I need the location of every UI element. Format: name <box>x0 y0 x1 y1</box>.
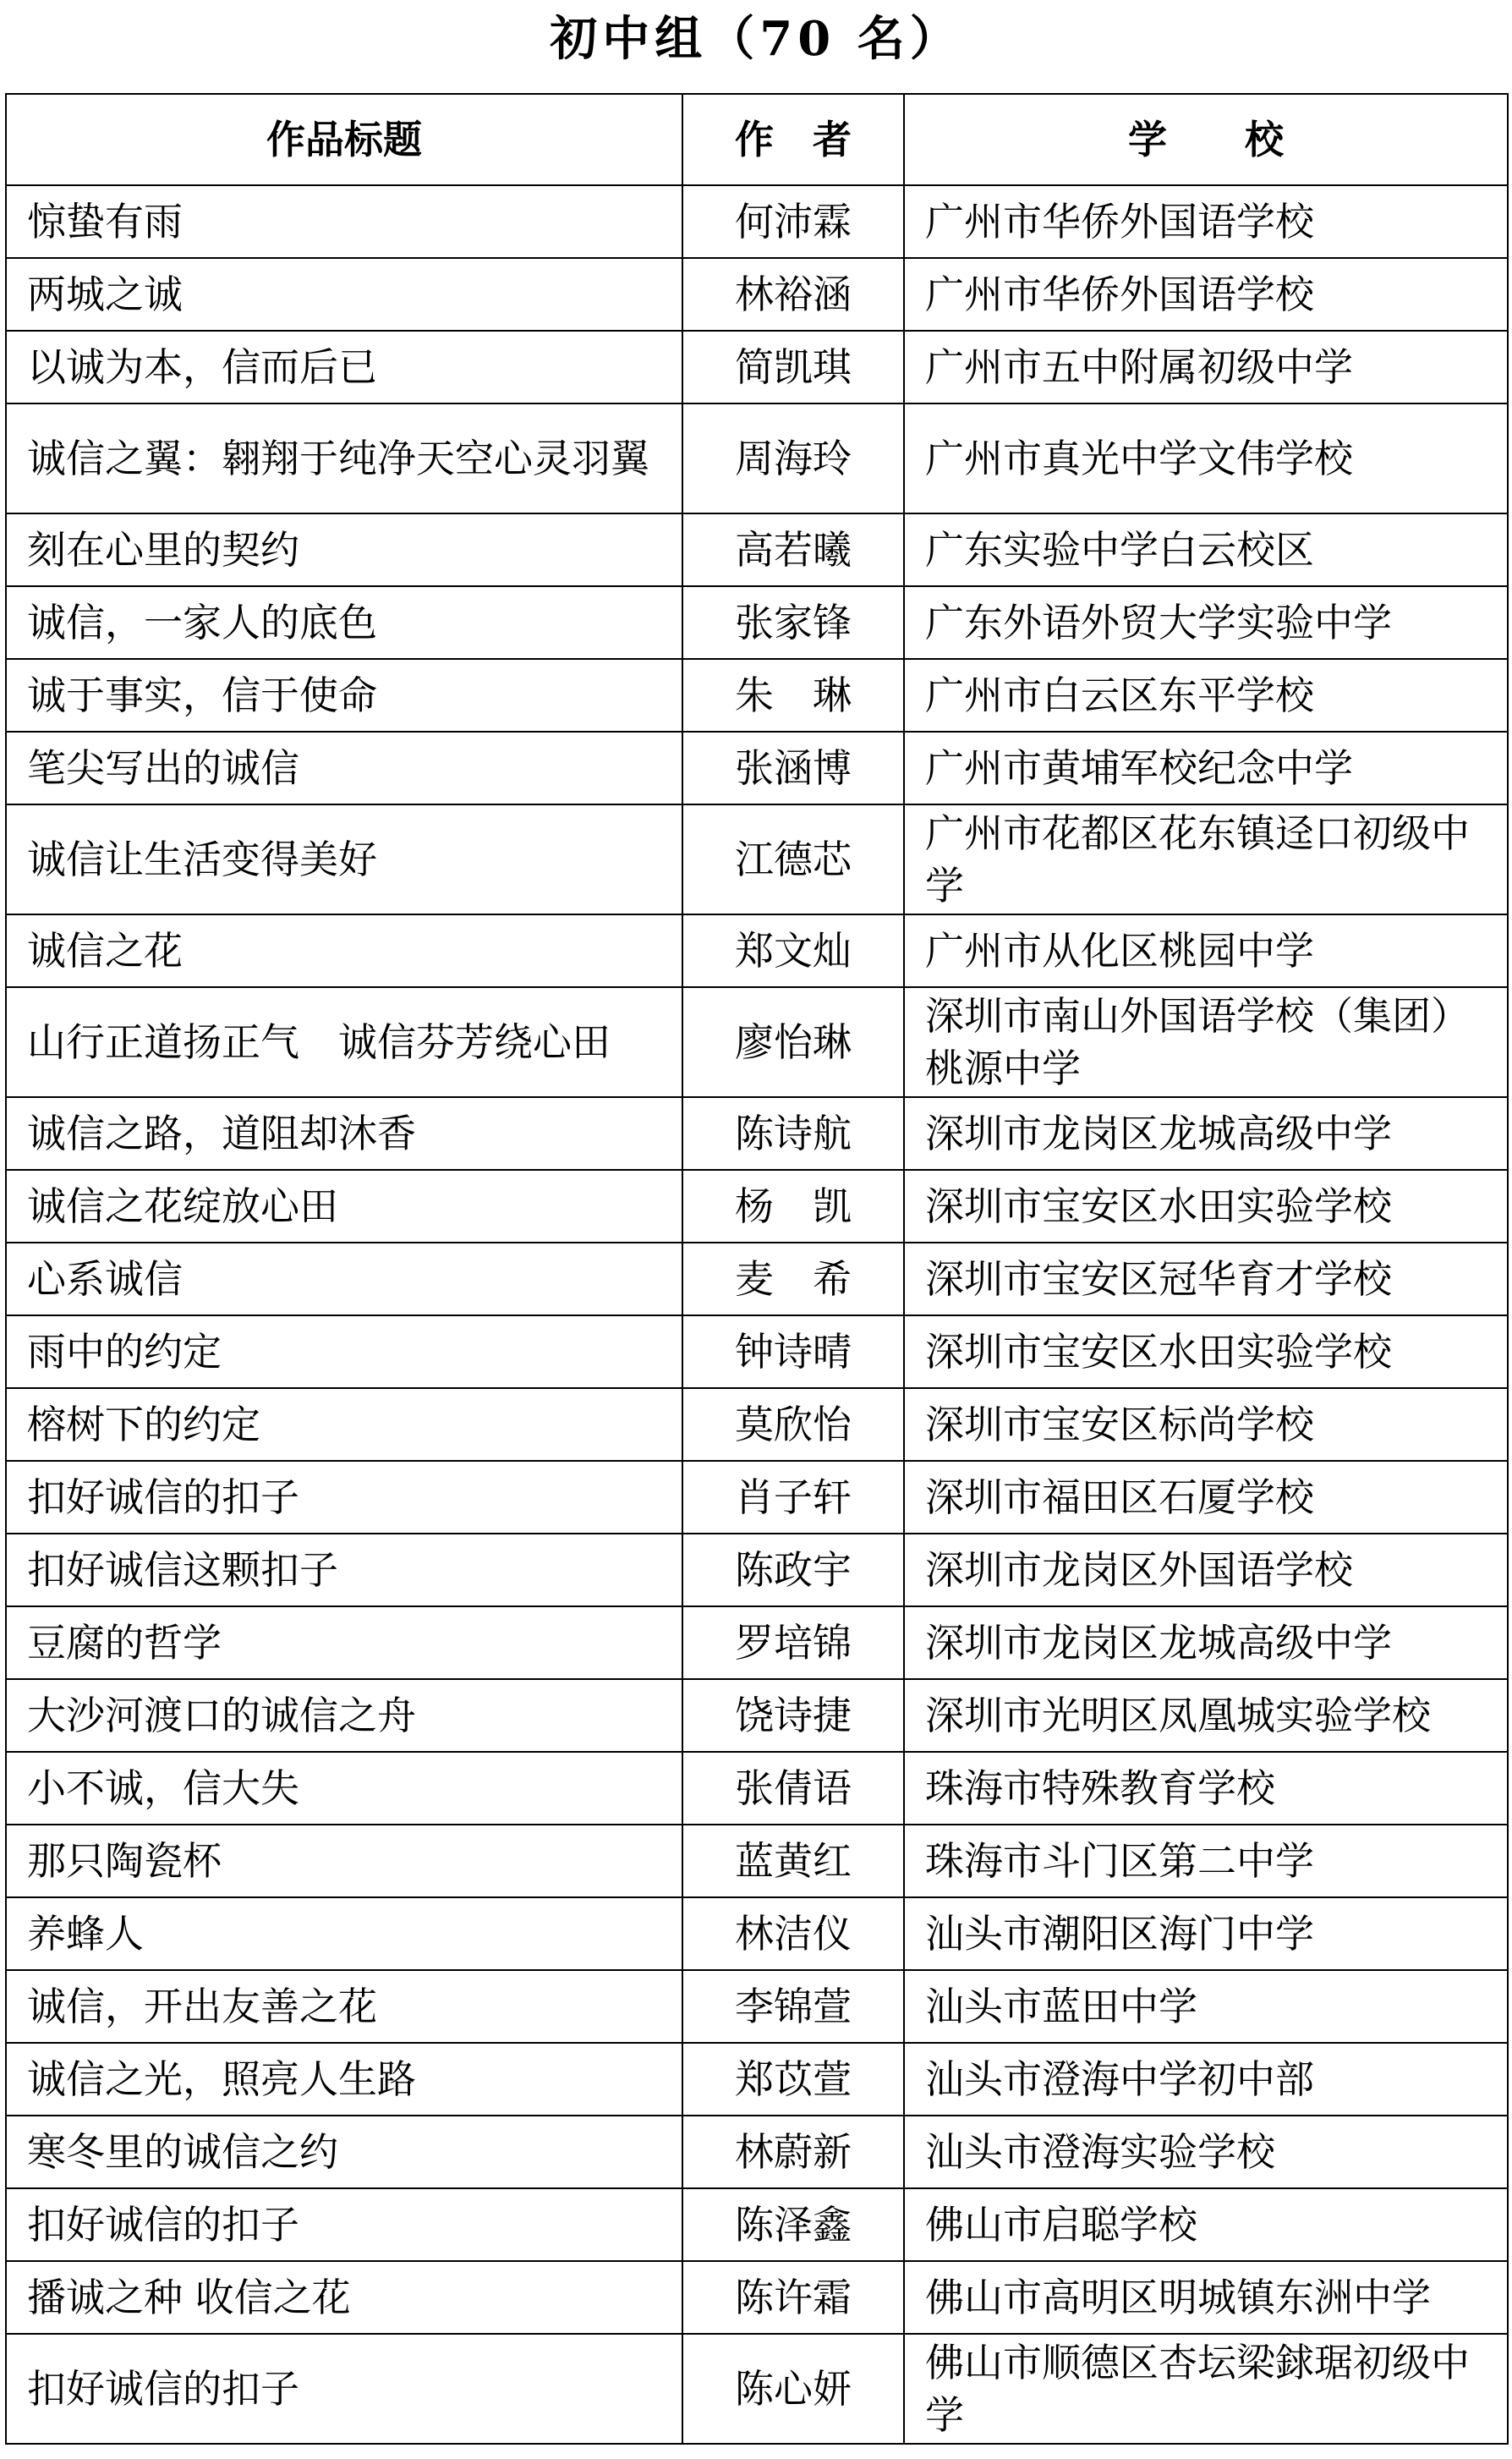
table-row <box>6 732 1508 804</box>
cell-author: 郑文灿 <box>682 914 904 987</box>
cell-school: 佛山市启聪学校 <box>904 2188 1508 2261</box>
cell-school: 深圳市宝安区水田实验学校 <box>904 1170 1508 1243</box>
cell-author: 周海玲 <box>682 403 904 513</box>
table-row <box>6 2116 1508 2188</box>
cell-school: 广东外语外贸大学实验中学 <box>904 586 1508 659</box>
cell-author: 麦 希 <box>682 1243 904 1315</box>
cell-title: 大沙河渡口的诚信之舟 <box>6 1679 682 1752</box>
table-row <box>6 1097 1508 1170</box>
table-row <box>6 1825 1508 1897</box>
cell-author: 高若曦 <box>682 513 904 586</box>
cell-school: 广州市花都区花东镇迳口初级中学 <box>904 804 1508 914</box>
cell-author: 莫欣怡 <box>682 1388 904 1461</box>
cell-author: 陈泽鑫 <box>682 2188 904 2261</box>
cell-author: 朱 琳 <box>682 659 904 732</box>
cell-title: 以诚为本，信而后已 <box>6 331 682 403</box>
table-row <box>6 1170 1508 1243</box>
table-row <box>6 2261 1508 2334</box>
table-header-row <box>6 94 1508 185</box>
cell-school: 佛山市顺德区杏坛梁銶琚初级中学 <box>904 2334 1508 2444</box>
cell-title: 诚于事实，信于使命 <box>6 659 682 732</box>
cell-title: 扣好诚信的扣子 <box>6 2334 682 2444</box>
cell-author: 杨 凯 <box>682 1170 904 1243</box>
cell-title: 诚信，一家人的底色 <box>6 586 682 659</box>
cell-school: 佛山市高明区明城镇东洲中学 <box>904 2261 1508 2334</box>
cell-title: 小不诚，信大失 <box>6 1752 682 1825</box>
cell-author: 张家锋 <box>682 586 904 659</box>
cell-title: 诚信之光，照亮人生路 <box>6 2043 682 2116</box>
cell-school: 汕头市潮阳区海门中学 <box>904 1897 1508 1970</box>
cell-author: 何沛霖 <box>682 185 904 258</box>
table-row <box>6 586 1508 659</box>
cell-author: 陈政宇 <box>682 1534 904 1606</box>
table-row <box>6 659 1508 732</box>
table-row <box>6 914 1508 987</box>
cell-author: 陈诗航 <box>682 1097 904 1170</box>
cell-title: 心系诚信 <box>6 1243 682 1315</box>
awards-table <box>5 93 1509 2445</box>
cell-title: 刻在心里的契约 <box>6 513 682 586</box>
table-row <box>6 1461 1508 1534</box>
cell-title: 扣好诚信的扣子 <box>6 1461 682 1534</box>
table-row <box>6 1243 1508 1315</box>
cell-title: 寒冬里的诚信之约 <box>6 2116 682 2188</box>
cell-school: 深圳市龙岗区龙城高级中学 <box>904 1606 1508 1679</box>
table-row <box>6 258 1508 331</box>
table-row <box>6 2188 1508 2261</box>
cell-author: 张倩语 <box>682 1752 904 1825</box>
column-header-title: 作品标题 <box>6 94 682 185</box>
table-row <box>6 1970 1508 2043</box>
cell-school: 汕头市蓝田中学 <box>904 1970 1508 2043</box>
cell-author: 罗培锦 <box>682 1606 904 1679</box>
cell-school: 深圳市福田区石厦学校 <box>904 1461 1508 1534</box>
cell-author: 肖子轩 <box>682 1461 904 1534</box>
column-header-school: 学 校 <box>904 94 1508 185</box>
cell-school: 广州市白云区东平学校 <box>904 659 1508 732</box>
table-row <box>6 2043 1508 2116</box>
cell-title: 诚信之花绽放心田 <box>6 1170 682 1243</box>
table-row <box>6 987 1508 1097</box>
cell-title: 诚信，开出友善之花 <box>6 1970 682 2043</box>
cell-school: 深圳市龙岗区龙城高级中学 <box>904 1097 1508 1170</box>
cell-author: 林蔚新 <box>682 2116 904 2188</box>
table-row <box>6 1606 1508 1679</box>
cell-author: 林洁仪 <box>682 1897 904 1970</box>
cell-title: 两城之诚 <box>6 258 682 331</box>
page-title: 初中组（70 名） <box>550 11 962 67</box>
table-row <box>6 1534 1508 1606</box>
column-header-author: 作 者 <box>682 94 904 185</box>
cell-school: 深圳市南山外国语学校（集团）桃源中学 <box>904 987 1508 1097</box>
cell-author: 陈许霜 <box>682 2261 904 2334</box>
cell-school: 广州市从化区桃园中学 <box>904 914 1508 987</box>
cell-author: 廖怡琳 <box>682 987 904 1097</box>
cell-title: 扣好诚信的扣子 <box>6 2188 682 2261</box>
table-row <box>6 185 1508 258</box>
cell-school: 广州市华侨外国语学校 <box>904 185 1508 258</box>
cell-school: 广东实验中学白云校区 <box>904 513 1508 586</box>
cell-title: 笔尖写出的诚信 <box>6 732 682 804</box>
cell-title: 养蜂人 <box>6 1897 682 1970</box>
table-body <box>6 185 1508 2444</box>
cell-title: 榕树下的约定 <box>6 1388 682 1461</box>
cell-school: 珠海市特殊教育学校 <box>904 1752 1508 1825</box>
cell-title: 惊蛰有雨 <box>6 185 682 258</box>
cell-school: 汕头市澄海中学初中部 <box>904 2043 1508 2116</box>
cell-title: 诚信之翼：翱翔于纯净天空心灵羽翼 <box>6 403 682 513</box>
cell-title: 山行正道扬正气 诚信芬芳绕心田 <box>6 987 682 1097</box>
cell-author: 蓝黄红 <box>682 1825 904 1897</box>
cell-title: 诚信之路，道阻却沐香 <box>6 1097 682 1170</box>
cell-title: 诚信之花 <box>6 914 682 987</box>
table-row <box>6 513 1508 586</box>
cell-title: 扣好诚信这颗扣子 <box>6 1534 682 1606</box>
cell-author: 林裕涵 <box>682 258 904 331</box>
cell-author: 李锦萱 <box>682 1970 904 2043</box>
cell-school: 广州市真光中学文伟学校 <box>904 403 1508 513</box>
cell-school: 深圳市光明区凤凰城实验学校 <box>904 1679 1508 1752</box>
cell-title: 播诚之种 收信之花 <box>6 2261 682 2334</box>
table-row <box>6 331 1508 403</box>
table-row <box>6 1679 1508 1752</box>
cell-school: 广州市五中附属初级中学 <box>904 331 1508 403</box>
cell-school: 汕头市澄海实验学校 <box>904 2116 1508 2188</box>
cell-school: 广州市黄埔军校纪念中学 <box>904 732 1508 804</box>
cell-school: 深圳市龙岗区外国语学校 <box>904 1534 1508 1606</box>
cell-school: 深圳市宝安区水田实验学校 <box>904 1315 1508 1388</box>
cell-title: 诚信让生活变得美好 <box>6 804 682 914</box>
cell-author: 江德芯 <box>682 804 904 914</box>
table-row <box>6 804 1508 914</box>
cell-title: 豆腐的哲学 <box>6 1606 682 1679</box>
cell-school: 珠海市斗门区第二中学 <box>904 1825 1508 1897</box>
cell-title: 雨中的约定 <box>6 1315 682 1388</box>
cell-author: 张涵博 <box>682 732 904 804</box>
cell-school: 广州市华侨外国语学校 <box>904 258 1508 331</box>
table-row <box>6 1388 1508 1461</box>
cell-title: 那只陶瓷杯 <box>6 1825 682 1897</box>
table-row <box>6 2334 1508 2444</box>
cell-author: 简凯琪 <box>682 331 904 403</box>
cell-author: 陈心妍 <box>682 2334 904 2444</box>
table-row <box>6 1315 1508 1388</box>
cell-school: 深圳市宝安区标尚学校 <box>904 1388 1508 1461</box>
table-row <box>6 1897 1508 1970</box>
cell-author: 郑苡萱 <box>682 2043 904 2116</box>
cell-school: 深圳市宝安区冠华育才学校 <box>904 1243 1508 1315</box>
table-row <box>6 1752 1508 1825</box>
table-row <box>6 403 1508 513</box>
cell-author: 钟诗晴 <box>682 1315 904 1388</box>
cell-author: 饶诗捷 <box>682 1679 904 1752</box>
